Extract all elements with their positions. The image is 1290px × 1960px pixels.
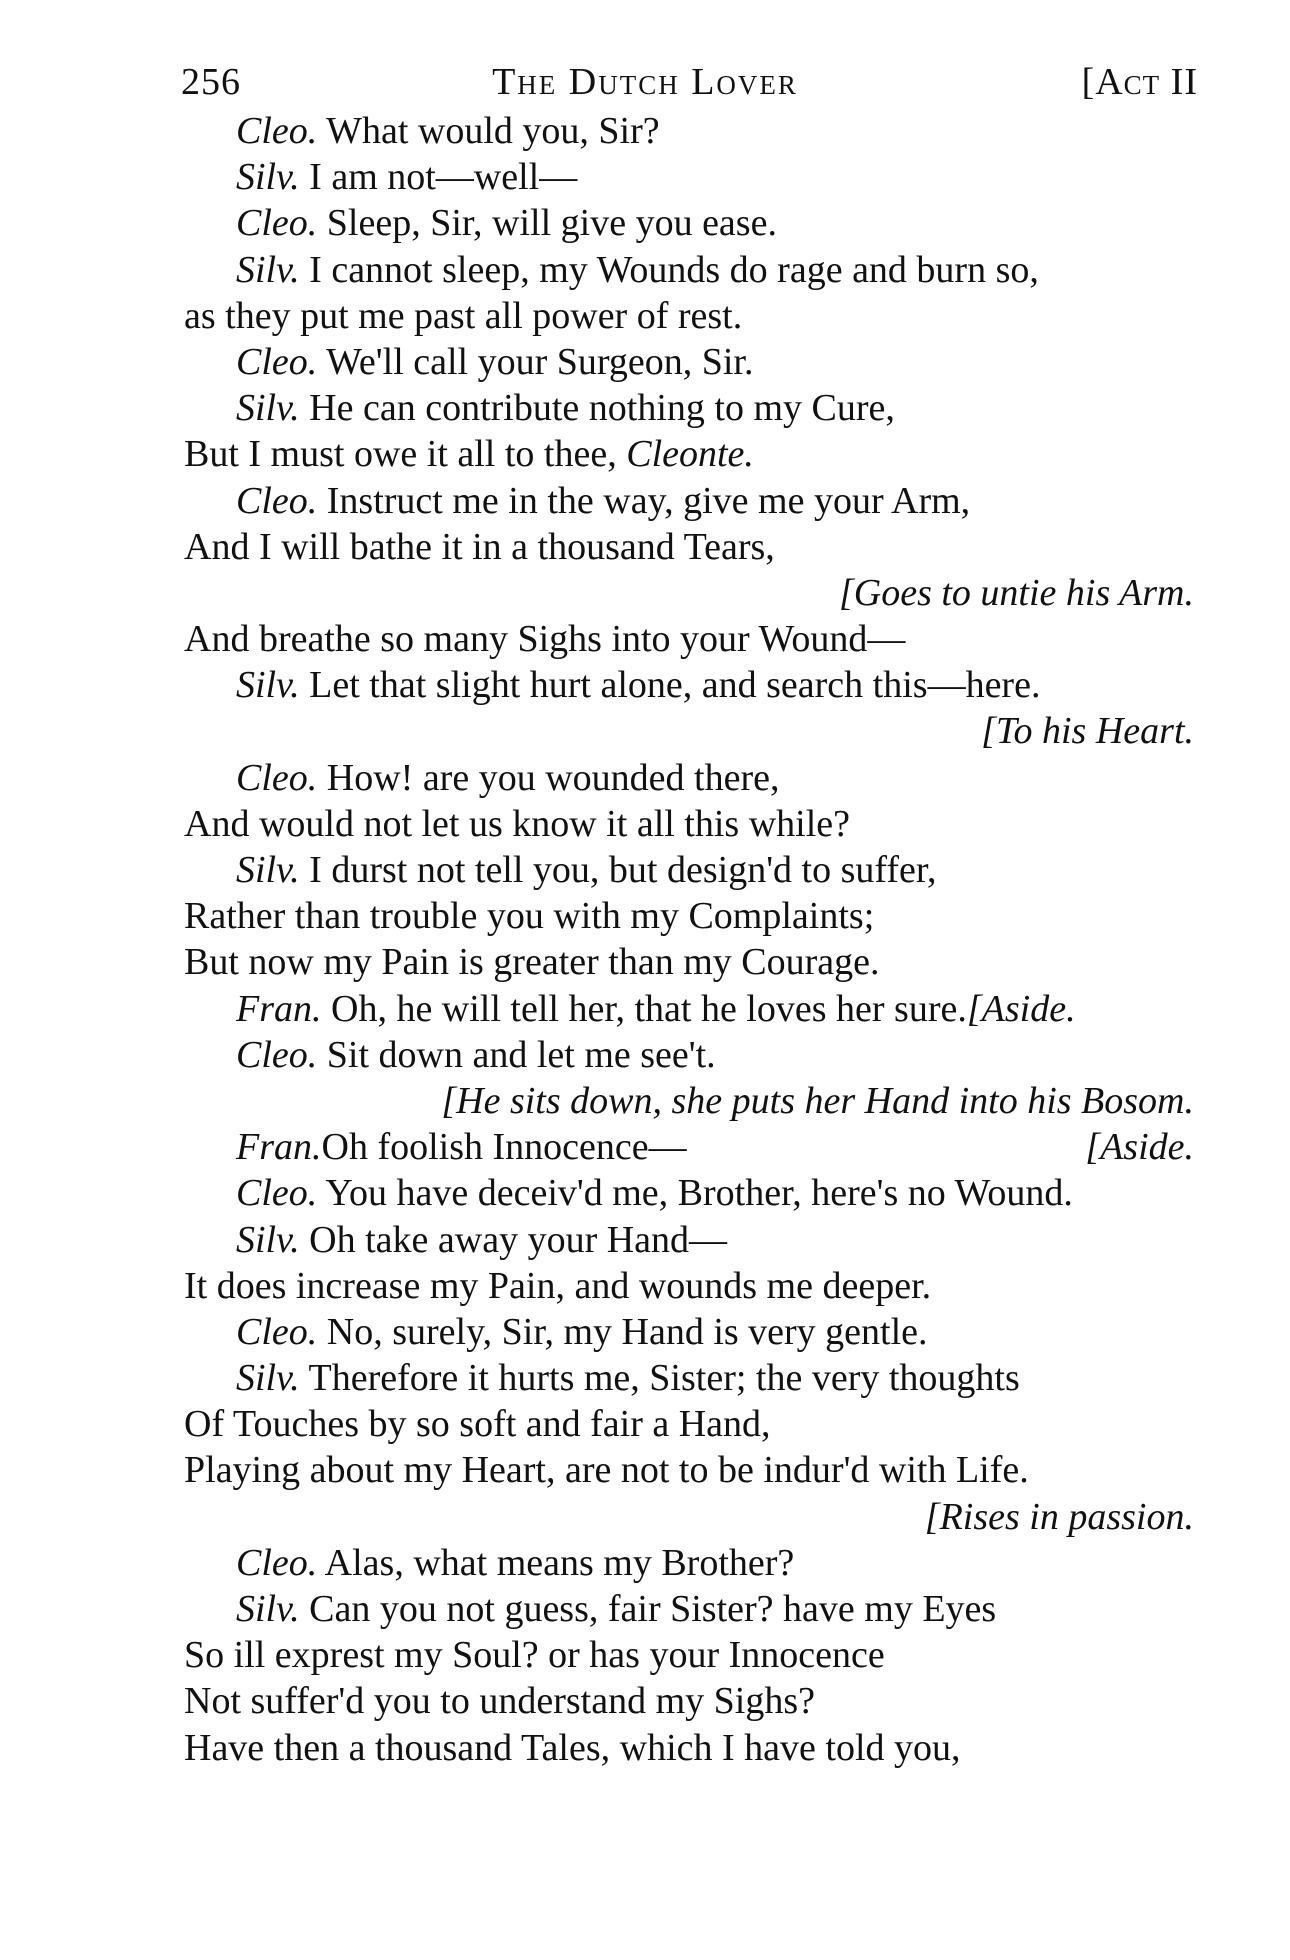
dialogue-text: Oh foolish Innocence— [321, 1126, 687, 1169]
dialogue-text: Have then a thousand Tales, which I have told you, [184, 1726, 961, 1769]
speech-line [184, 1540, 1194, 1586]
inline-italic: [Aside. [966, 987, 1076, 1030]
dialogue-text: It does increase my Pain, and wounds me deeper. [184, 1264, 932, 1307]
stage-direction-line [184, 570, 1194, 616]
speech-line [184, 847, 1194, 893]
stage-direction-line [184, 708, 1194, 754]
speech-line [184, 1032, 1194, 1078]
stage-direction: [To his Heart. [981, 710, 1194, 753]
dialogue-text: What would you, Sir? [317, 110, 660, 152]
speech-line [184, 478, 1194, 524]
act-label: [Act II [1081, 61, 1198, 103]
verse-line [184, 801, 1194, 847]
dialogue-text: No, surely, Sir, my Hand is very gentle. [317, 1310, 928, 1353]
stage-direction-line [184, 1494, 1194, 1540]
page-number: 256 [181, 61, 241, 103]
inline-italic: Cleonte. [626, 433, 754, 476]
verse-line [184, 1401, 1194, 1447]
speech-line [184, 1170, 1194, 1216]
speaker-name: Cleo. [236, 1310, 318, 1353]
dialogue-text: Playing about my Heart, are not to be indur'd with Life. [184, 1449, 1029, 1492]
speech-line [184, 755, 1194, 801]
dialogue-text: as they put me past all power of rest. [184, 294, 743, 337]
dialogue-text: Oh, he will tell her, that he loves her sure. [321, 987, 967, 1030]
dialogue-text: Can you not guess, fair Sister? have my Eyes [299, 1588, 997, 1630]
speaker-name: Silv. [236, 1218, 300, 1261]
dialogue-text: But I must owe it all to thee, [184, 433, 627, 476]
dialogue-text: Oh take away your Hand— [299, 1218, 728, 1261]
speech-line [184, 662, 1194, 708]
speaker-name: Cleo. [236, 1541, 318, 1584]
dialogue-text: Of Touches by so soft and fair a Hand, [184, 1403, 771, 1446]
dialogue-text: Instruct me in the way, give me your Arm, [317, 479, 971, 522]
speaker-name: Silv. [236, 156, 300, 199]
speech-line [184, 1217, 1194, 1263]
speaker-name: Cleo. [236, 479, 318, 522]
stage-direction: [He sits down, she puts her Hand into his Bosom. [441, 1079, 1194, 1122]
speech-line [184, 154, 1194, 200]
dialogue-text: You have deceiv'd me, Brother, here's no Wound. [317, 1172, 1073, 1215]
speaker-name: Silv. [236, 1357, 300, 1400]
verse-line [184, 293, 1194, 339]
speaker-name: Fran. [236, 1126, 322, 1169]
stage-direction: [Rises in passion. [924, 1495, 1194, 1538]
dialogue-text: I am not—well— [299, 156, 578, 199]
speaker-name: Cleo. [236, 756, 318, 799]
dialogue-text: Let that slight hurt alone, and search this—here. [299, 664, 1041, 707]
running-title: The Dutch Lover [492, 61, 798, 103]
speech-line [184, 200, 1194, 246]
verse-line [184, 1678, 1194, 1724]
speaker-name: Silv. [236, 248, 300, 291]
speaker-name: Fran. [236, 987, 322, 1030]
verse-line [184, 1447, 1194, 1493]
verse-line [184, 939, 1194, 985]
speech-line [184, 108, 1194, 154]
verse-line [184, 524, 1194, 570]
dialogue-text: And would not let us know it all this while? [184, 802, 851, 845]
speech-line [184, 1124, 1194, 1170]
speech-line [184, 385, 1194, 431]
dialogue-text: Rather than trouble you with my Complaints; [184, 895, 875, 938]
dialogue-text: Sit down and let me see't. [317, 1033, 716, 1076]
speech-line [184, 1309, 1194, 1355]
speech-line [184, 247, 1194, 293]
verse-line [184, 431, 1194, 477]
speaker-name: Cleo. [236, 202, 318, 245]
verse-line [184, 893, 1194, 939]
speaker-name: Cleo. [236, 1033, 318, 1076]
dialogue-text: I durst not tell you, but design'd to suffer, [299, 849, 937, 891]
speech-line [184, 1355, 1194, 1401]
speaker-name: Cleo. [236, 340, 318, 383]
dialogue-text: So ill exprest my Soul? or has your Innocence [184, 1634, 885, 1677]
aside-direction: [Aside. [1085, 1126, 1194, 1169]
dialogue-text: He can contribute nothing to my Cure, [299, 387, 895, 430]
dialogue-text: Alas, what means my Brother? [317, 1541, 795, 1584]
speaker-name: Cleo. [236, 110, 318, 152]
play-text [184, 108, 1194, 1771]
speech-line [184, 986, 1194, 1032]
dialogue-text: Not suffer'd you to understand my Sighs? [184, 1680, 815, 1723]
verse-line [184, 616, 1194, 662]
dialogue-text: And breathe so many Sighs into your Wound— [184, 618, 906, 661]
speech-line [184, 1586, 1194, 1632]
speaker-name: Silv. [236, 387, 300, 430]
verse-line [184, 1725, 1194, 1771]
dialogue-text: Sleep, Sir, will give you ease. [317, 202, 777, 245]
speaker-name: Silv. [236, 1588, 300, 1630]
speaker-name: Silv. [236, 664, 300, 707]
dialogue-text: Therefore it hurts me, Sister; the very thoughts [299, 1357, 1020, 1400]
stage-direction-line [184, 1078, 1194, 1124]
dialogue-text: But now my Pain is greater than my Courage. [184, 941, 880, 984]
stage-direction: [Goes to untie his Arm. [838, 571, 1194, 614]
verse-line [184, 1632, 1194, 1678]
speaker-name: Silv. [236, 849, 300, 891]
speaker-name: Cleo. [236, 1172, 318, 1215]
dialogue-text: And I will bathe it in a thousand Tears, [184, 525, 775, 568]
verse-line [184, 1263, 1194, 1309]
dialogue-text: We'll call your Surgeon, Sir. [317, 340, 754, 383]
running-header [0, 52, 1290, 112]
dialogue-text: How! are you wounded there, [317, 756, 780, 799]
speech-line [184, 339, 1194, 385]
dialogue-text: I cannot sleep, my Wounds do rage and burn so, [299, 248, 1039, 291]
